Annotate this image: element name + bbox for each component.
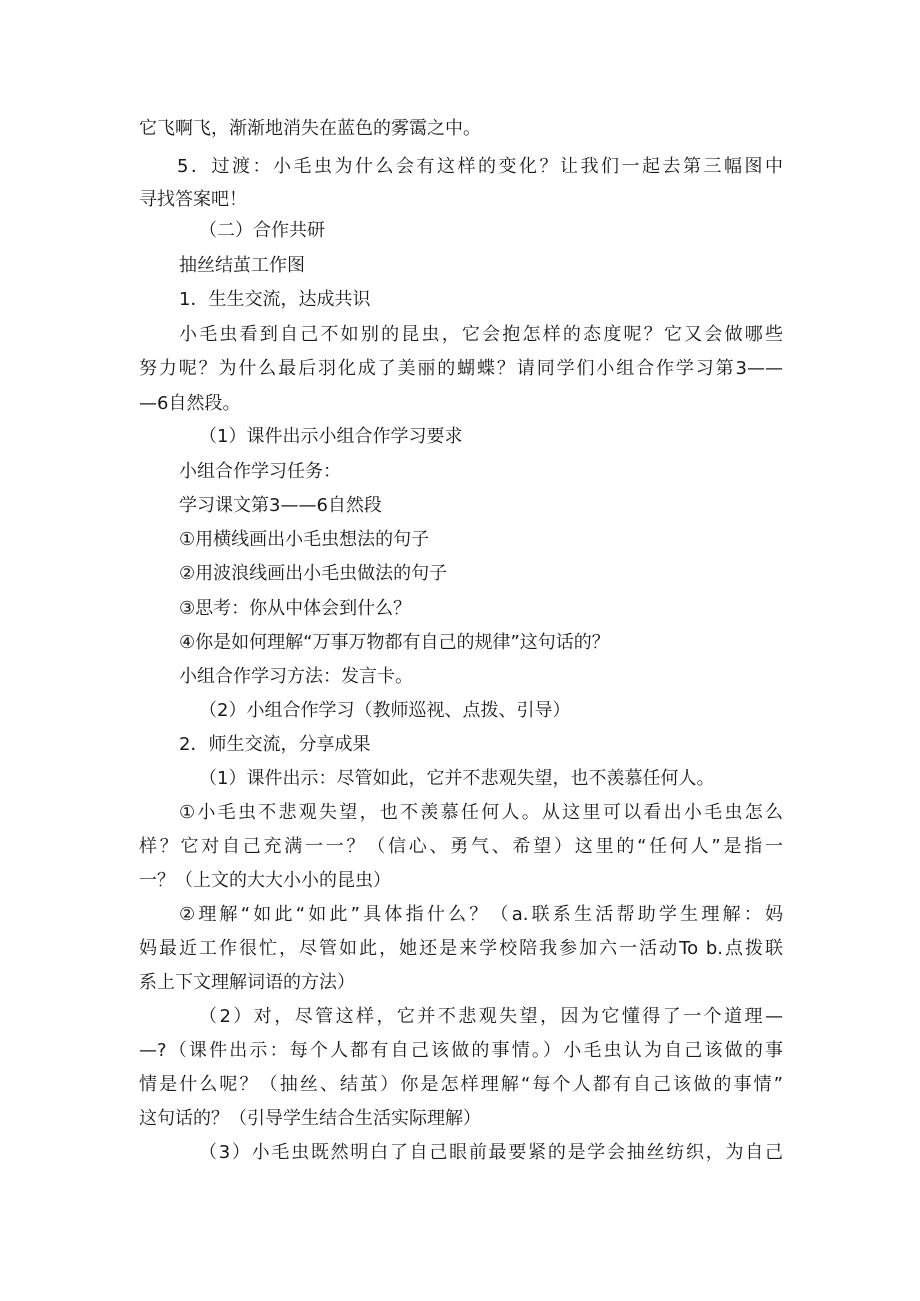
text-line: ①小毛虫不悲观失望，也不羡慕任何人。从这里可以看出小毛虫怎么: [179, 802, 783, 823]
text-line: （1）课件出示小组合作学习要求: [199, 426, 463, 447]
text-line: 情是什么呢？（抽丝、结茧）你是怎样理解“每个人都有自己该做的事情”: [139, 1074, 783, 1095]
list-item: ③思考：你从中体会到什么？: [179, 598, 412, 619]
list-item: ①用横线画出小毛虫想法的句子: [179, 529, 430, 550]
text-line: 努力呢？为什么最后羽化成了美丽的蝴蝶？请同学们小组合作学习第3——: [139, 358, 783, 379]
text-line: （2）小组合作学习（教师巡视、点拨、引导）: [199, 700, 571, 721]
list-item: ④你是如何理解“万事万物都有自己的规律”这句话的？: [179, 632, 610, 653]
text-line: —?（课件出示：每个人都有自己该做的事情。）小毛虫认为自己该做的事: [139, 1040, 783, 1061]
text-line: 这句话的？（引导学生结合生活实际理解）: [139, 1108, 481, 1129]
text-line: 样？它对自己充满一一？（信心、勇气、希望）这里的“任何人”是指一: [139, 836, 783, 857]
text-line: 小组合作学习方法：发言卡。: [179, 666, 413, 687]
section-heading: （二）合作共研: [199, 220, 325, 241]
text-line: 一？（上文的大大小小的昆虫）: [139, 870, 391, 891]
text-line: 5．过渡：小毛虫为什么会有这样的变化？让我们一起去第三幅图中: [177, 156, 783, 177]
text-line: 小组合作学习任务：: [179, 461, 341, 482]
text-line: （2）对，尽管这样，它并不悲观失望，因为它懂得了一个道理—: [199, 1006, 783, 1027]
text-line: —6自然段。: [139, 393, 241, 414]
text-line: 寻找答案吧！: [139, 189, 247, 210]
text-line: 小毛虫看到自己不如别的昆虫，它会抱怎样的态度呢？它又会做哪些: [179, 324, 783, 345]
subheading: 2．师生交流，分享成果: [179, 734, 371, 755]
text-line: （3）小毛虫既然明白了自己眼前最要紧的是学会抽丝纺织，为自己: [199, 1142, 783, 1163]
subheading: 1．生生交流，达成共识: [179, 289, 371, 310]
text-line: （1）课件出示：尽管如此，它并不悲观失望，也不羡慕任何人。: [199, 768, 715, 789]
subheading: 抽丝结茧工作图: [179, 255, 305, 276]
text-line: 学习课文第3——6自然段: [179, 495, 382, 516]
list-item: ②用波浪线画出小毛虫做法的句子: [179, 563, 448, 584]
text-line: 妈最近工作很忙，尽管如此，她还是来学校陪我参加六一活动To b.点拨联: [139, 938, 783, 959]
text-line: 系上下文理解词语的方法）: [139, 972, 355, 993]
text-line: 它飞啊飞，渐渐地消失在蓝色的雾霭之中。: [139, 118, 481, 139]
text-line: ②理解“如此“如此”具体指什么？（a.联系生活帮助学生理解：妈: [179, 904, 783, 925]
